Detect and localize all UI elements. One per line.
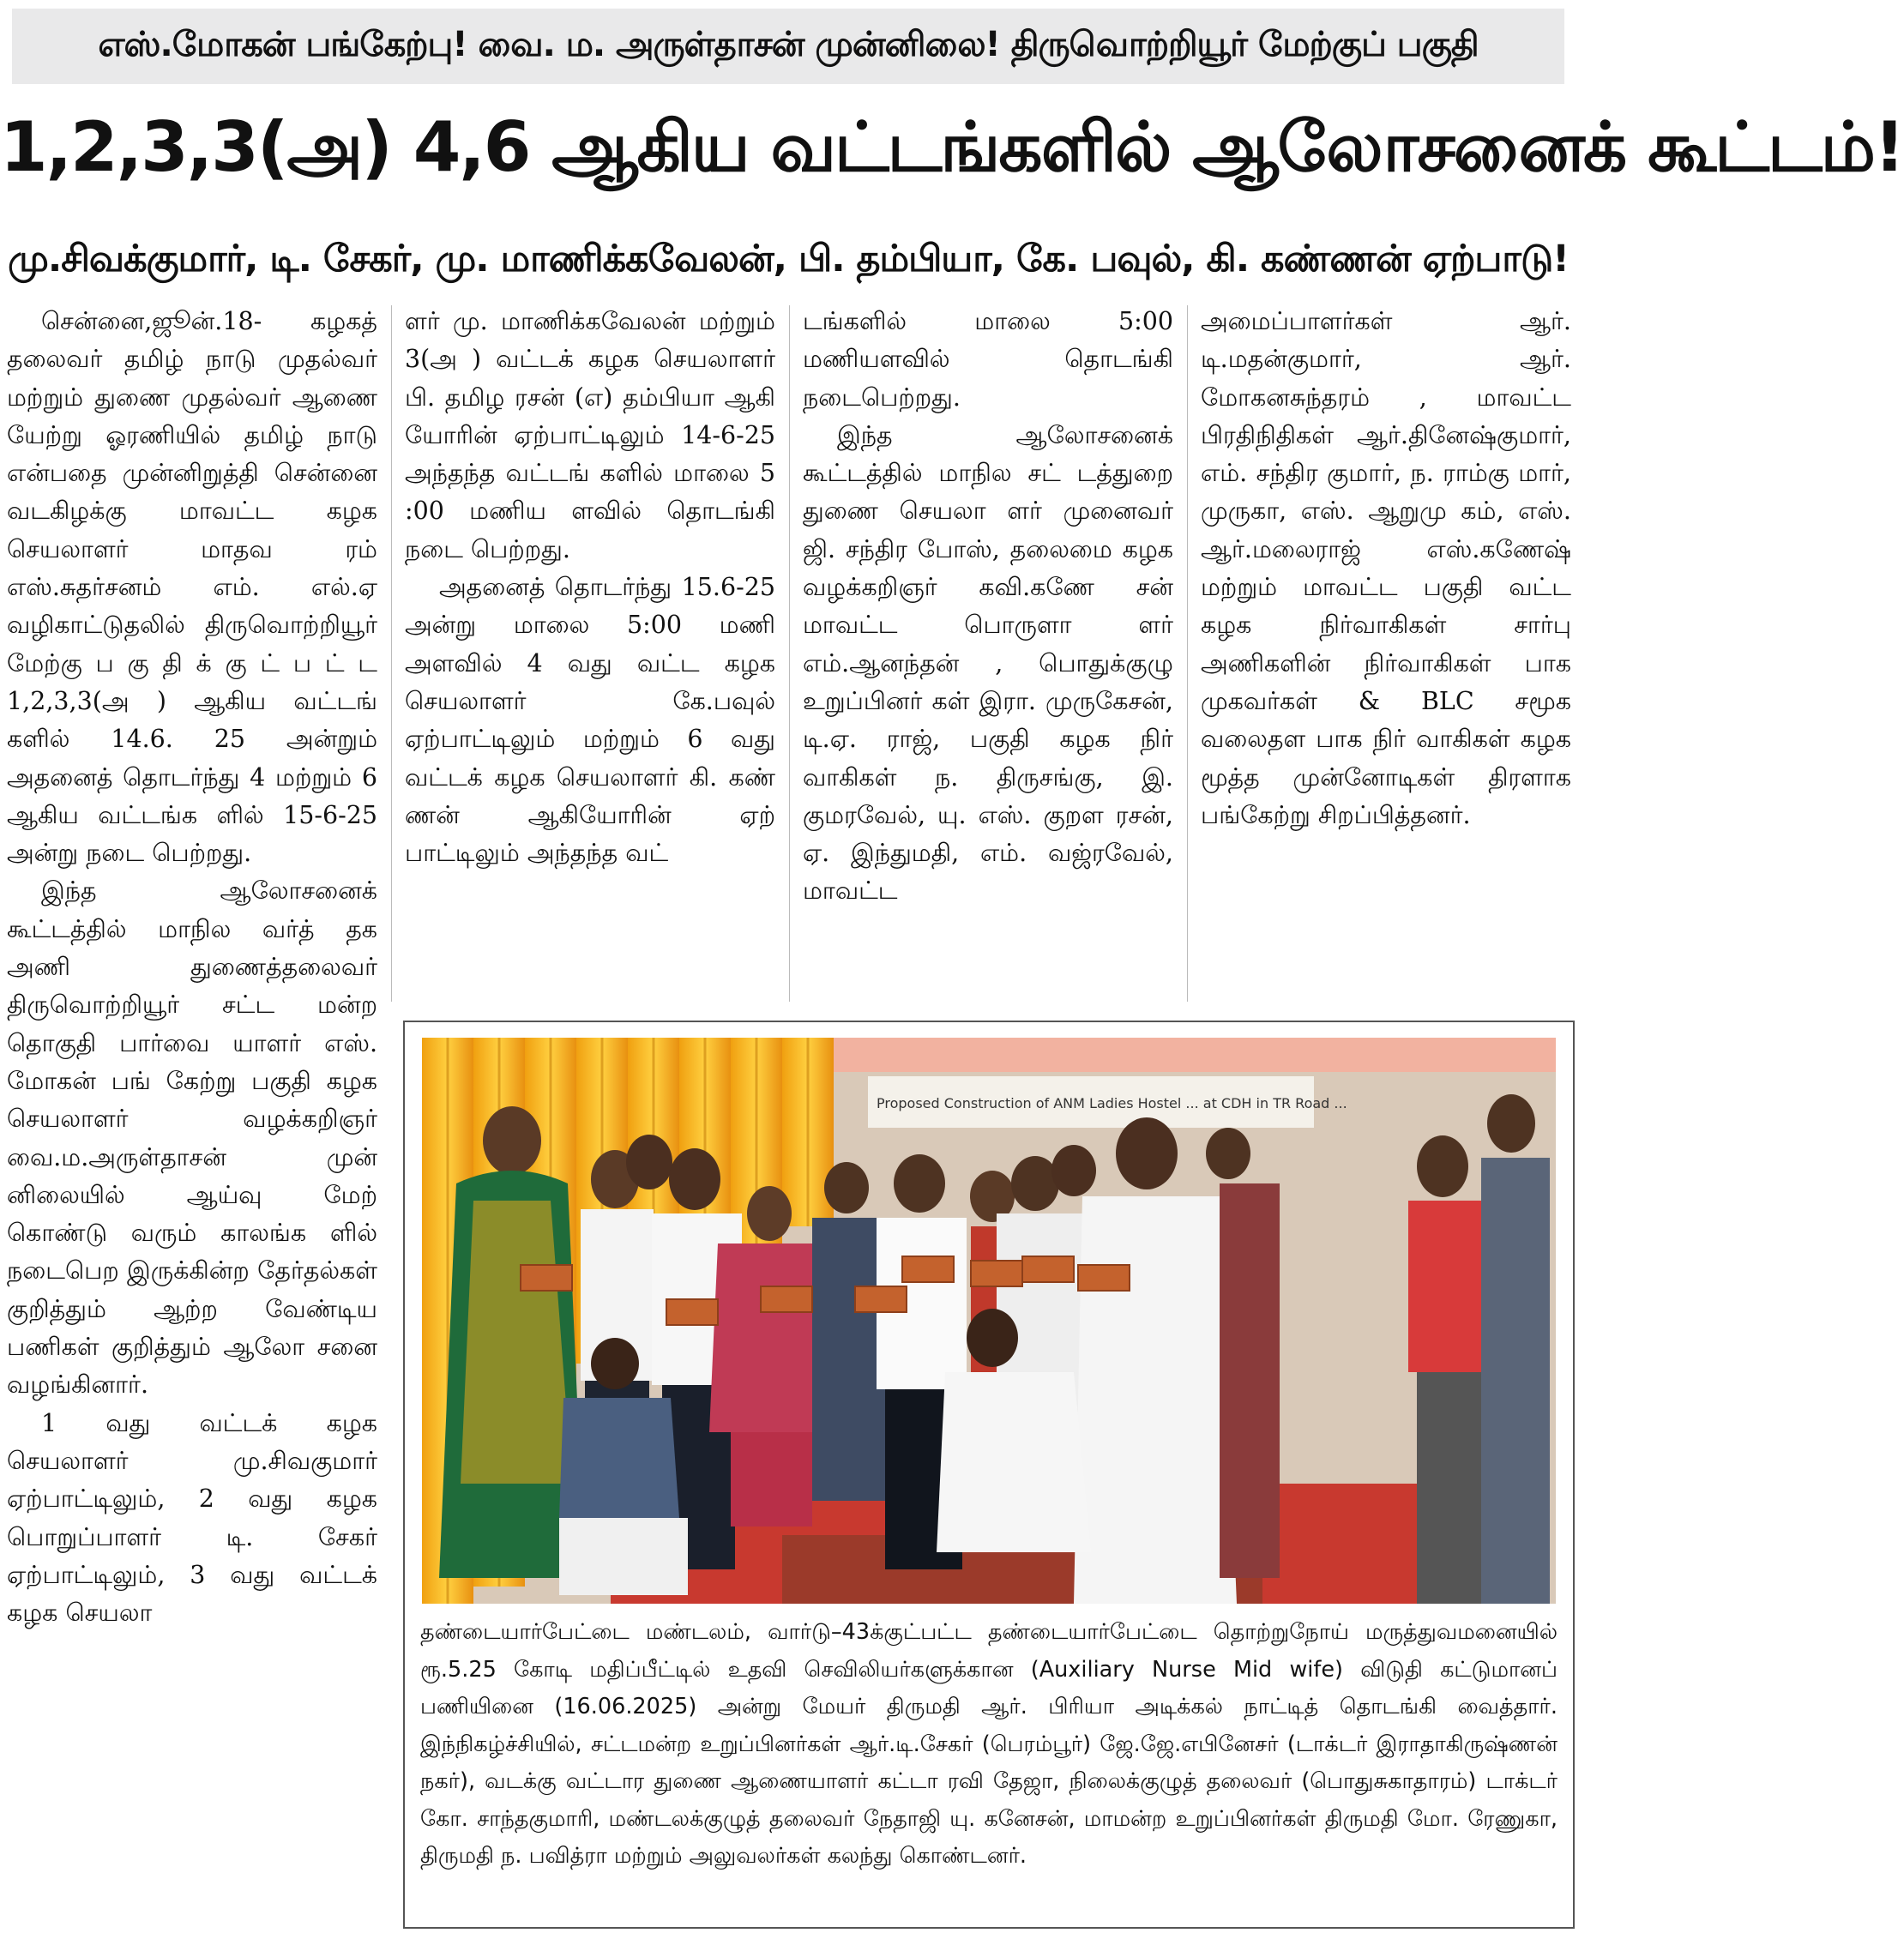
paragraph: சென்னை,ஜூன்.18- கழகத் தலைவர் தமிழ் நாடு முதல்வர் மற்றும் துணை முதல்வர் ஆணை யேற்று ஓரணியில் தமிழ் நாடு என்பதை முன்னிறுத்தி சென்னை வடகிழக்கு மாவட்ட கழக செயலாளர் மாதவ ரம் எஸ்.சுதர்சனம் எம். எல்.ஏ வழிகாட்டுதலில் திருவொற்றியூர் மேற்கு ப கு தி க் கு ட் ப ட் ட 1,2,3,3(அ ) ஆகிய வட்டங் களில் 14.6. 25 அன்றும் அதனைத் தொடர்ந்து 4 மற்றும் 6 ஆகிய வட்டங்க ளில் 15-6-25 அன்று நடை பெற்றது.	[7, 307, 377, 868]
article-column-4	[1201, 303, 1571, 834]
article-column-3	[803, 303, 1173, 911]
event-photo	[422, 1038, 1556, 1604]
column-divider	[789, 305, 790, 1002]
paragraph: இந்த ஆலோசனைக் கூட்டத்தில் மாநில வர்த் தக அணி துணைத்தலைவர் திருவொற்றியூர் சட்ட மன்ற தொகுதி பார்வை யாளர் எஸ். மோகன் பங் கேற்று பகுதி கழக செயலாளர் வழக்கறிஞர் வை.ம.அருள்தாசன் முன் னிலையில் ஆய்வு மேற் கொண்டு வரும் காலங்க ளில் நடைபெற இருக்கின்ற தேர்தல்கள் குறித்தும் ஆற்ற வேண்டிய பணிகள் குறித்தும் ஆலோ சனை வழங்கினார்.	[7, 876, 377, 1400]
paragraph: 1 வது வட்டக் கழக செயலாளர் மு.சிவகுமார் ஏற்பாட்டிலும், 2 வது கழக பொறுப்பாளர் டி. சேகர் ஏற்பாட்டிலும், 3 வது வட்டக் கழக செயலா	[7, 1408, 377, 1628]
paragraph: டங்களில் மாலை 5:00 மணியளவில் தொடங்கி நடைபெற்றது.	[803, 307, 1173, 412]
paragraph: அதனைத் தொடர்ந்து 15.6-25 அன்று மாலை 5:00 மணி அளவில் 4 வது வட்ட கழக செயலாளர் கே.பவுல் ஏற்பாட்டிலும் மற்றும் 6 வது வட்டக் கழக செயலாளர் கி. கண் ணன் ஆகியோரின் ஏற் பாட்டிலும் அந்தந்த வட்	[405, 573, 775, 868]
subheadline: மு.சிவக்குமார், டி. சேகர், மு. மாணிக்கவேலன், பி. தம்பியா, கே. பவுல், கி. கண்ணன் ஏற்பாடு!	[8, 238, 1569, 280]
photo-caption-box	[403, 1021, 1575, 1929]
article-column-2	[405, 303, 775, 872]
banner-text: Proposed Construction of ANM Ladies Hostel ... at CDH in TR Road ...	[877, 1095, 1347, 1111]
kicker-text: எஸ்.மோகன் பங்கேற்பு! வை. ம. அருள்தாசன் முன்னிலை! திருவொற்றியூர் மேற்குப் பகுதி	[98, 24, 1479, 64]
column-divider	[1187, 305, 1188, 1002]
kicker-bar	[12, 9, 1564, 84]
photo-caption: தண்டையார்பேட்டை மண்டலம், வார்டு–43க்குட்பட்ட தண்டையார்பேட்டை தொற்றுநோய் மருத்துவமனையில் ரூ.5.25 கோடி மதிப்பீட்டில் உதவி செவிலியர்களுக்கான (Auxiliary Nurse Mid wife) விடுதி கட்டுமானப் பணியினை (16.06.2025) அன்று மேயர் திருமதி ஆர். பிரியா அடிக்கல் நாட்டித் தொடங்கி வைத்தார். இந்நிகழ்ச்சியில், சட்டமன்ற உறுப்பினர்கள் ஆர்.டி.சேகர் (பெரம்பூர்) ஜே.ஜே.எபினேசர் (டாக்டர் இராதாகிருஷ்ணன் நகர்), வடக்கு வட்டார துணை ஆணையாளர் கட்டா ரவி தேஜா, நிலைக்குழுத் தலைவர் (பொதுசுகாதாரம்) டாக்டர் கோ. சாந்தகுமாரி, மண்டலக்குழுத் தலைவர் நேதாஜி யு. கனேசன், மாமன்ற உறுப்பினர்கள் திருமதி மோ. ரேணுகா, திருமதி ந. பவித்ரா மற்றும் அலுவலர்கள் கலந்து கொண்டனர்.	[420, 1619, 1558, 1869]
paragraph: அமைப்பாளர்கள் ஆர். டி.மதன்குமார், ஆர். மோகனசுந்தரம் , மாவட்ட பிரதிநிதிகள் ஆர்.தினேஷ்குமார், எம். சந்திர குமார், ந. ராம்கு மார், முருகா, எஸ். ஆறுமு கம், எஸ். ஆர்.மலைராஜ் எஸ்.கணேஷ் மற்றும் மாவட்ட பகுதி வட்ட கழக நிர்வாகிகள் சார்பு அணிகளின் நிர்வாகிகள் பாக முகவர்கள் & BLC சமூக வலைதள பாக நிர் வாகிகள் கழக மூத்த முன்னோடிகள் திரளாக பங்கேற்று சிறப்பித்தனர்.	[1201, 307, 1571, 829]
column-divider	[391, 305, 392, 1002]
headline: 1,2,3,3(அ) 4,6 ஆகிய வட்டங்களில் ஆலோசனைக் கூட்டம்!	[0, 107, 1904, 187]
paragraph: இந்த ஆலோசனைக் கூட்டத்தில் மாநில சட் டத்துறை துணை செயலா ளர் முனைவர் ஜி. சந்திர போஸ், தலைமை கழக வழக்கறிஞர் கவி.கணே சன் மாவட்ட பொருளா ளர் எம்.ஆனந்தன் , பொதுக்குழு உறுப்பினர் கள் இரா. முருகேசன், டி.ஏ. ராஜ், பகுதி கழக நிர் வாகிகள் ந. திருசங்கு, இ. குமரவேல், யு. எஸ். குறள ரசன், ஏ. இந்துமதி, எம். வஜ்ரவேல், மாவட்ட	[803, 420, 1173, 906]
paragraph: ளர் மு. மாணிக்கவேலன் மற்றும் 3(அ ) வட்டக் கழக செயலாளர் பி. தமிழ ரசன் (எ) தம்பியா ஆகி யோரின் ஏற்பாட்டிலும் 14-6-25 அந்தந்த வட்டங் களில் மாலை 5 :00 மணிய ளவில் தொடங்கி நடை பெற்றது.	[405, 307, 775, 563]
article-column-1	[7, 303, 377, 1632]
